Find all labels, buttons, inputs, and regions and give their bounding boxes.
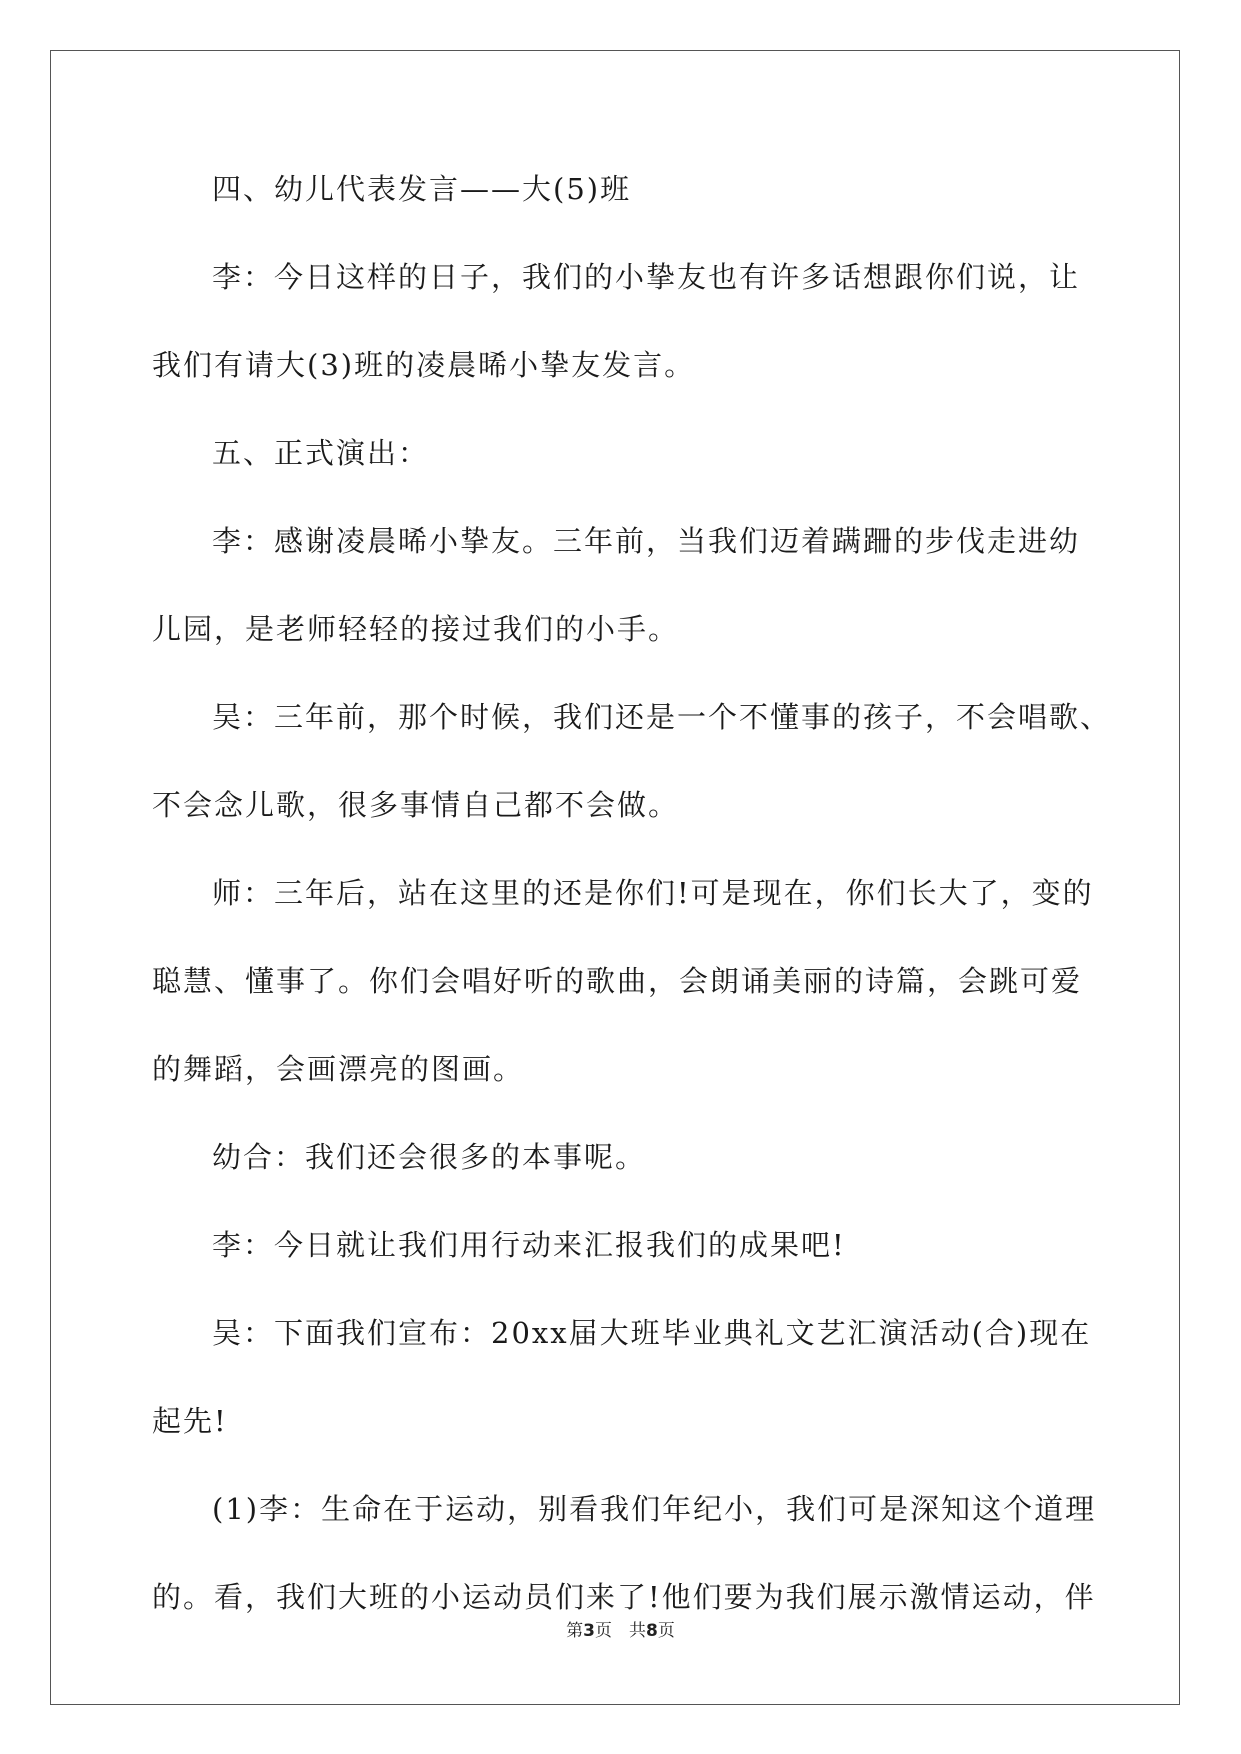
paragraph-line: 吴：三年前，那个时候，我们还是一个不懂事的孩子，不会唱歌、: [212, 700, 1112, 734]
paragraph-line: 师：三年后，站在这里的还是你们!可是现在，你们长大了，变的: [212, 876, 1094, 910]
paragraph-line: 的。看，我们大班的小运动员们来了!他们要为我们展示激情运动，伴: [152, 1580, 1096, 1614]
paragraph-line: 李：今日这样的日子，我们的小挚友也有许多话想跟你们说，让: [212, 260, 1081, 294]
paragraph-line: (1)李：生命在于运动，别看我们年纪小，我们可是深知这个道理: [212, 1492, 1097, 1526]
paragraph-line: 聪慧、懂事了。你们会唱好听的歌曲，会朗诵美丽的诗篇，会跳可爱: [152, 964, 1083, 998]
section-heading: 四、幼儿代表发言——大(5)班: [212, 172, 632, 206]
page-number-footer: [0, 1616, 1241, 1641]
paragraph-line: 李：今日就让我们用行动来汇报我们的成果吧!: [212, 1228, 846, 1262]
paragraph-line: 的舞蹈，会画漂亮的图画。: [152, 1052, 525, 1086]
paragraph-line: 幼合：我们还会很多的本事呢。: [212, 1140, 647, 1174]
total-page-number: 8: [646, 1621, 658, 1641]
current-page-number: 3: [583, 1621, 595, 1641]
page-prefix: 第: [566, 1621, 584, 1641]
section-heading: 五、正式演出：: [212, 436, 430, 470]
page-suffix: 页: [657, 1621, 675, 1641]
paragraph-line: 吴：下面我们宣布：20xx届大班毕业典礼文艺汇演活动(合)现在: [212, 1316, 1092, 1350]
paragraph-line: 李：感谢凌晨晞小挚友。三年前，当我们迈着蹒跚的步伐走进幼: [212, 524, 1081, 558]
paragraph-line: 起先!: [152, 1404, 228, 1438]
paragraph-line: 我们有请大(3)班的凌晨晞小挚友发言。: [152, 348, 696, 382]
page-separator: 页 共: [595, 1621, 646, 1641]
paragraph-line: 不会念儿歌，很多事情自己都不会做。: [152, 788, 680, 822]
paragraph-line: 儿园，是老师轻轻的接过我们的小手。: [152, 612, 680, 646]
